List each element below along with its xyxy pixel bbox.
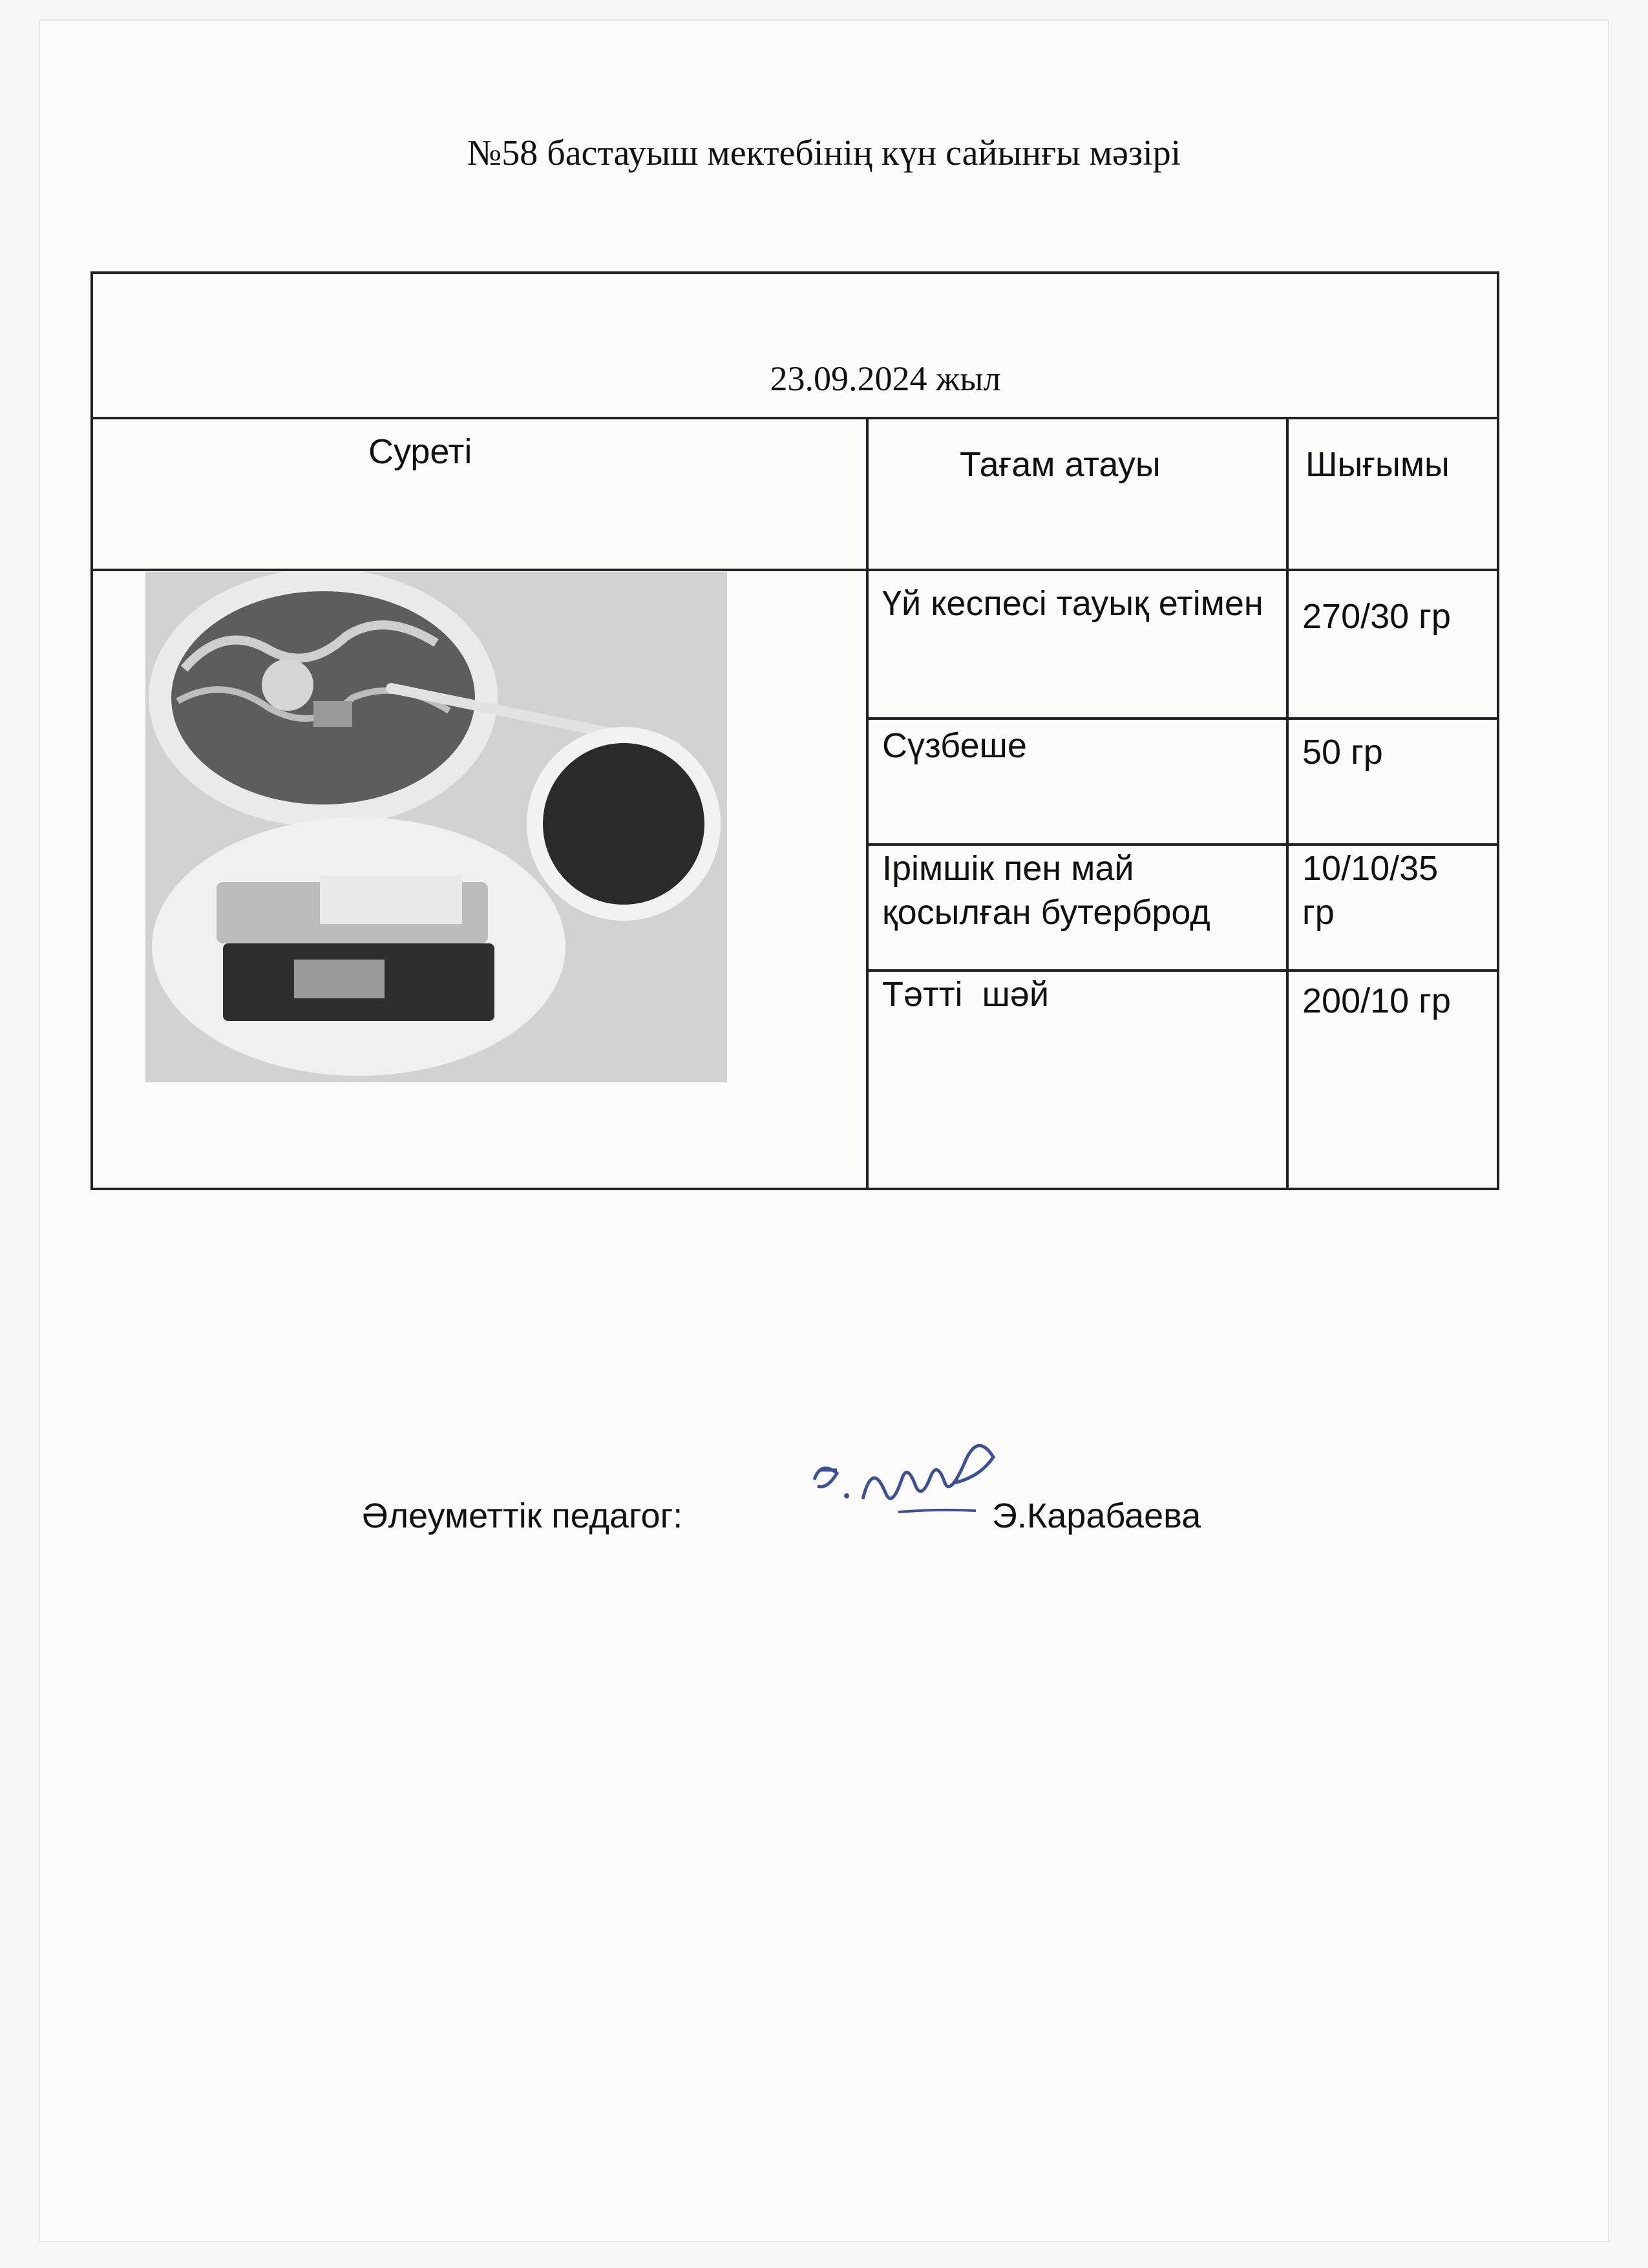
dish-name-3: Ірімшік пен май қосылған бутерброд xyxy=(882,849,1210,932)
dish-yield-1: 270/30 гр xyxy=(1302,597,1451,636)
dish-name-4: Тәтті шәй xyxy=(882,975,1050,1014)
meal-photo xyxy=(145,572,727,1082)
menu-date: 23.09.2024 жыл xyxy=(770,359,1001,398)
header-yield: Шығымы xyxy=(1305,445,1450,484)
table-border-right xyxy=(1497,271,1499,1190)
meal-photo-illustration xyxy=(145,572,727,1082)
row-divider-2 xyxy=(866,843,1499,846)
menu-table xyxy=(90,271,1499,1189)
row-divider-3 xyxy=(866,969,1499,972)
header-photo: Суреті xyxy=(368,432,472,471)
column-divider-yield xyxy=(1286,417,1289,1190)
dish-yield-3: 10/10/35 гр xyxy=(1302,849,1439,932)
dish-name-1: Үй кеспесі тауық етімен xyxy=(882,584,1263,623)
page-title: №58 бастауыш мектебінің күн сайынғы мәзірі xyxy=(467,133,1181,173)
footer-name: Э.Карабаева xyxy=(992,1496,1201,1535)
table-border-left xyxy=(90,271,93,1190)
signature-image xyxy=(801,1434,1021,1531)
table-border-top xyxy=(90,271,1499,274)
row-divider-1 xyxy=(866,717,1499,720)
dish-yield-2: 50 гр xyxy=(1302,733,1383,772)
dish-name-2: Сүзбеше xyxy=(882,726,1027,765)
column-divider-photo xyxy=(866,417,869,1190)
header-dish-name: Тағам атауы xyxy=(960,445,1161,484)
footer-role: Әлеуметтік педагог: xyxy=(362,1496,683,1535)
dish-yield-4: 200/10 гр xyxy=(1302,982,1451,1020)
